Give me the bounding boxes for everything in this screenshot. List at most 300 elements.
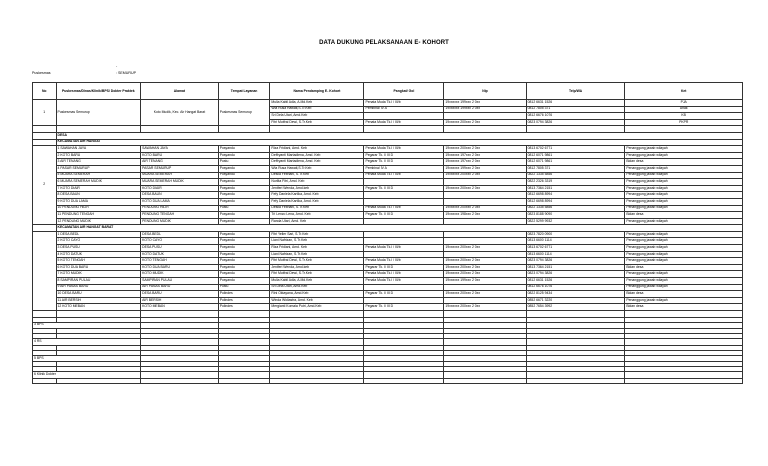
cell-alamat: PASAR SEMURUP — [141, 165, 219, 172]
cell-pangkat: Pegarar Tk. I/ III D — [364, 159, 444, 166]
cell-no — [33, 378, 57, 383]
cell-nip: 19xxxxxx 200xxx 2 0xx — [444, 172, 526, 179]
cell-tempat — [218, 311, 270, 318]
cell-no — [33, 126, 57, 133]
cell-pangkat: Pegarar Tk. I/ III D — [364, 185, 444, 192]
cell-desa: 8 DESA BAUN — [56, 192, 141, 199]
cell-tempat — [218, 355, 270, 362]
cell-tempat — [218, 322, 270, 329]
col-ket: Ket — [625, 83, 743, 100]
cell-alamat: DESA BEDL — [141, 231, 219, 238]
col-pangkat: Pangkat/ Gol — [364, 83, 444, 100]
cell-pangkat — [364, 113, 444, 120]
cell-ket: Penanggung jawab wilayah — [625, 152, 743, 159]
table-row — [33, 264, 743, 271]
cell-desa: 5 MUARA SEMERAH — [56, 172, 141, 179]
cell-pendamping: Sri Dela Utari, Amd.Keb — [270, 284, 364, 291]
cell-pangkat: Pembina/ IV A — [364, 106, 444, 113]
table-row — [33, 258, 743, 265]
table-row — [33, 165, 743, 172]
cell-desa: 3 DESA PUSU — [56, 245, 141, 252]
col-nip: Nip — [444, 83, 526, 100]
cell-pangkat — [364, 126, 444, 133]
cell-pangkat: Penata Muda Tk.I / III/b — [364, 278, 444, 285]
cell-tempat: Posyandu — [218, 198, 270, 205]
cell-alamat — [141, 339, 219, 346]
cell-alamat: AIR TENANG — [141, 159, 219, 166]
category-label: 3 BPS — [33, 322, 141, 329]
cell-alamat: Koto Mudik, Kec. Air Hangat Barat — [141, 100, 219, 126]
cell-nip: 19xxxxxx 200xxx 2 0xx — [444, 291, 526, 298]
cell-ket: Penanggung jawab wilayah — [625, 245, 743, 252]
cell-pangkat: Pegarar Tk. I/ III D — [364, 152, 444, 159]
cell-no: 2 — [33, 146, 57, 225]
cell-ket — [625, 372, 743, 379]
cell-telp: 0823 0794 3826 — [526, 119, 625, 126]
cell-ket: Penanggung jawab wilayah — [625, 172, 743, 179]
cell-tempat: Posyandu — [218, 238, 270, 245]
cell-alamat: MUARA SEMERAH MUDIK — [141, 179, 219, 186]
cell-ket — [625, 322, 743, 329]
cell-pendamping: Nurlita Fitri, Amd. Keb — [270, 179, 364, 186]
cell-alamat: SAWAHAN JAYA — [141, 146, 219, 153]
cell-nip — [444, 198, 526, 205]
cell-alamat: KOTO CAYO — [141, 238, 219, 245]
cell-tempat: Posyandu — [218, 146, 270, 153]
table-row — [33, 297, 743, 304]
cell-pendamping: Deffryanti Martadiena, Amd. Keb — [270, 159, 364, 166]
cell-alamat: KOTO MUDIK — [141, 271, 219, 278]
cell-pangkat — [364, 297, 444, 304]
cell-pangkat: Penata Muda Tk.I / III/b — [364, 172, 444, 179]
cell-desa: 6 MUARA SEMERAH MUDIK — [56, 179, 141, 186]
cell-alamat: MUARA SEMERAH — [141, 172, 219, 179]
cell-nip — [444, 126, 526, 133]
cell-nip — [444, 179, 526, 186]
cell-pangkat — [364, 218, 444, 225]
cell-pangkat — [364, 238, 444, 245]
cell-tempat: Posyandu — [218, 245, 270, 252]
cell-pendamping — [270, 355, 364, 362]
cell-telp: 0852 6671 3220 — [526, 297, 625, 304]
cell-telp: 0822 1335 5856 — [526, 172, 625, 179]
table-row — [33, 172, 743, 179]
cell-no — [33, 139, 57, 146]
cell-telp: 0822 5299 9932 — [526, 218, 625, 225]
cell-ket: Penanggung jawab wilayah — [625, 297, 743, 304]
section-kecamatan-label: KECAMATAN AIR HANGAT BARAT — [56, 225, 743, 232]
cell-desa: 2 KOTO BARU — [56, 152, 141, 159]
cell-tempat: Posyandu — [218, 172, 270, 179]
cell-puskesmas — [56, 311, 141, 318]
cell-nip — [444, 355, 526, 362]
cell-telp: 0823 0794 3826 — [526, 271, 625, 278]
cell-pendamping: Wia Rusa Hawati,S.Tr.Keb — [270, 165, 364, 172]
cell-tempat: Posyandu — [218, 264, 270, 271]
cell-pangkat — [364, 355, 444, 362]
cell-desa: 9 KOTO DUA LAMA — [56, 198, 141, 205]
cell-telp — [526, 378, 625, 383]
cell-pendamping: Rini Oktayana, Amd.Keb — [270, 291, 364, 298]
cell-pangkat: Penata Muda Tk.I / III/b — [364, 258, 444, 265]
table-row — [33, 185, 743, 192]
cell-pendamping: Jeniferi Wenda, Amd.keb — [270, 185, 364, 192]
cell-ket — [625, 378, 743, 383]
cell-desa: 4 PASAR SEMURUP — [56, 165, 141, 172]
cell-nip — [444, 218, 526, 225]
cell-alamat: KOTO MEBAN — [141, 304, 219, 311]
cell-telp: 0813 6702 6771 — [526, 245, 625, 252]
cell-pendamping: Jeniferi Wenda, Amd.keb — [270, 264, 364, 271]
cell-pangkat — [364, 339, 444, 346]
col-alamat: Alamat — [141, 83, 219, 100]
cell-alamat: KOTO DUA BARU — [141, 264, 219, 271]
cell-alamat: DESA PUSU — [141, 245, 219, 252]
category-row — [33, 339, 743, 346]
table-row — [33, 251, 743, 258]
cell-pangkat: Penata Muda Tk.I / III/b — [364, 146, 444, 153]
cell-ket: Bidan desa — [625, 264, 743, 271]
cell-nip: 19xxxxxx 200xxx 2 0xx — [444, 119, 526, 126]
cell-ket: Penanggung jawab wilayah — [625, 251, 743, 258]
cell-desa: 12 KOTO MEBAN — [56, 304, 141, 311]
cell-telp: 0822 1335 5856 — [526, 205, 625, 212]
cell-ket: Penanggung jawab wilayah — [625, 192, 743, 199]
cell-tempat: Puskesmas Semurup — [218, 100, 270, 126]
cell-desa: 2 KOTO CAYO — [56, 238, 141, 245]
cell-tempat: Posyandu — [218, 278, 270, 285]
cell-pendamping — [270, 126, 364, 133]
cell-pendamping — [270, 378, 364, 383]
cell-nip — [444, 231, 526, 238]
cell-alamat — [141, 378, 219, 383]
category-label: 6 Klinik Dokter — [33, 372, 141, 379]
cell-pendamping: Sri Dela Utari, Amd.Keb — [270, 113, 364, 120]
cell-pangkat — [364, 372, 444, 379]
cell-pendamping: Mergianti Komala Putri, Amd.Keb — [270, 304, 364, 311]
cell-desa: 8 SAMPIRAN PULAU — [56, 278, 141, 285]
cell-tempat: Polindes — [218, 297, 270, 304]
blank-row — [33, 378, 743, 383]
cell-ket: Penanggung jawab wilayah — [625, 278, 743, 285]
cell-desa: 1 SAWAHAN JAYA — [56, 146, 141, 153]
table-row — [33, 179, 743, 186]
cell-ket: Bidan desa — [625, 304, 743, 311]
cell-telp: 0813 6600 1114 — [526, 251, 625, 258]
cell-telp — [526, 126, 625, 133]
cell-alamat — [141, 355, 219, 362]
cell-nip: 19xxxxxx 200xxx 2 0xx — [444, 146, 526, 153]
cell-tempat: Posyandu — [218, 231, 270, 238]
col-puskesmas: Puskesmas/Dinas/Klinik/BPS/ Dokter Praktek — [56, 83, 141, 100]
cell-telp: 0813 7364 2151 — [526, 185, 625, 192]
cell-alamat: AIR BERSIH — [141, 297, 219, 304]
cell-pangkat: Penata Muda Tk.I / III/b — [364, 119, 444, 126]
cell-telp: 0812 7805 371 — [526, 165, 625, 172]
cell-ket: Penanggung jawab wilayah — [625, 179, 743, 186]
cell-tempat: Pustu — [218, 284, 270, 291]
cell-nip — [444, 297, 526, 304]
cell-alamat: KOTO BARU — [141, 152, 219, 159]
cell-no — [33, 311, 57, 318]
cell-telp: 0812 6631 1526 — [526, 100, 625, 107]
cell-nip: 19xxxxxx 200xxx 2 0xx — [444, 258, 526, 265]
cell-nip: 19xxxxxx 199xxx 2 0xx — [444, 100, 526, 107]
table-row — [33, 291, 743, 298]
cell-pangkat: Pegarar Tk. I/ III D — [364, 212, 444, 219]
cell-tempat: Posyandu — [218, 179, 270, 186]
header-row — [33, 83, 743, 100]
cell-ket: Penanggung jawab wilayah — [625, 218, 743, 225]
cell-nip: 19xxxxxx 200xxx 2 0xx — [444, 245, 526, 252]
cell-nip: 19xxxxxx 199xxx 2 0xx — [444, 165, 526, 172]
cell-telp — [526, 311, 625, 318]
cell-desa: 12 PENDUNG MUDIK — [56, 218, 141, 225]
table-row — [33, 284, 743, 291]
cell-nip — [444, 192, 526, 199]
cell-pendamping: Desila Febriani, S.Tr.Keb — [270, 205, 364, 212]
cell-tempat: Posyandu — [218, 218, 270, 225]
cell-alamat: KOTO DIAIR — [141, 185, 219, 192]
cell-telp: 0823 0794 3826 — [526, 258, 625, 265]
blank-row — [33, 311, 743, 318]
cell-nip — [444, 322, 526, 329]
cell-nip — [444, 251, 526, 258]
cell-pangkat — [364, 284, 444, 291]
cell-tempat: Posyandu — [218, 212, 270, 219]
cell-desa: 11 PENDUNG TENGAH — [56, 212, 141, 219]
cell-alamat: SAMPIRAN PULAU — [141, 278, 219, 285]
table-row — [33, 245, 743, 252]
cell-tempat — [218, 372, 270, 379]
puskesmas-label: Puskesmas — [32, 71, 51, 75]
cell-ket: Penanggung jawab wilayah — [625, 284, 743, 291]
cell-tempat: Posyandu — [218, 185, 270, 192]
cell-alamat — [141, 311, 219, 318]
cell-puskesmas — [56, 378, 141, 383]
section-kecamatan — [33, 139, 743, 146]
cell-nip: 19xxxxxx 197xxx 2 0xx — [444, 159, 526, 166]
cell-telp — [526, 355, 625, 362]
cell-pangkat: Pembina/ IV A — [364, 165, 444, 172]
cell-pangkat — [364, 179, 444, 186]
cell-puskesmas: Puskesmas Semurup — [56, 100, 141, 126]
cell-telp: 0812 6071 9861 — [526, 152, 625, 159]
cell-pendamping — [270, 322, 364, 329]
cell-tempat: Polindes — [218, 291, 270, 298]
cell-pangkat — [364, 311, 444, 318]
cell-telp: 0812 6676 1076 — [526, 284, 625, 291]
table-row — [33, 271, 743, 278]
col-tempat: Tempat Layanan — [218, 83, 270, 100]
cell-desa: 5 KOTO TENGAH — [56, 258, 141, 265]
cell-alamat: PENDUNG HILIR — [141, 205, 219, 212]
table-row — [33, 192, 743, 199]
cell-pangkat — [364, 322, 444, 329]
cell-alamat: DESA BARU — [141, 291, 219, 298]
col-telp: Telp/WA — [526, 83, 625, 100]
cell-pangkat: Penata Muda Tk.I / III/b — [364, 205, 444, 212]
cell-desa: 11 AIR BERSIH — [56, 297, 141, 304]
category-row — [33, 322, 743, 329]
table-row — [33, 238, 743, 245]
cell-tempat — [218, 339, 270, 346]
cell-tempat — [218, 378, 270, 383]
cell-alamat: KOTO DUA LAMA — [141, 198, 219, 205]
cell-ket — [625, 311, 743, 318]
blank-row — [33, 126, 743, 133]
cell-telp — [526, 339, 625, 346]
cell-no — [33, 231, 57, 310]
cell-pendamping: Fitri Mutfrai Dewi, S.Tr.Keb — [270, 119, 364, 126]
cell-pangkat — [364, 251, 444, 258]
cell-pangkat — [364, 378, 444, 383]
table-row — [33, 159, 743, 166]
cell-pendamping: Fefy Daniela Kartika, Amd. Keb — [270, 198, 364, 205]
meta-dot: - — [116, 64, 118, 68]
cell-ket: Bidan desa — [625, 291, 743, 298]
cell-pendamping: Fitri Mutfrai Dewi, S.Tr.Keb — [270, 258, 364, 265]
cell-ket: Penanggung jawab wilayah — [625, 146, 743, 153]
cell-ket — [625, 339, 743, 346]
category-row — [33, 372, 743, 379]
cell-tempat: Posyandu — [218, 271, 270, 278]
cell-pangkat: Penata Muda Tk.I / III/b — [364, 100, 444, 107]
cell-pangkat: Pegarar Tk. I/ III D — [364, 264, 444, 271]
cell-desa: 4 KOTO DATUK — [56, 251, 141, 258]
cell-nip — [444, 339, 526, 346]
cell-pendamping: Fitri Mutfrai Dewi, S.Tr.Keb — [270, 271, 364, 278]
cell-nip: 19xxxxxx 200xxx 2 0xx — [444, 264, 526, 271]
cell-nip — [444, 378, 526, 383]
kohort-table — [32, 82, 743, 384]
section-kecamatan — [33, 225, 743, 232]
cell-alamat: KOTO DATUK — [141, 251, 219, 258]
puskesmas-value: : SEMURUP — [116, 71, 136, 75]
cell-nip: 19xxxxxx 200xxx 2 0xx — [444, 205, 526, 212]
cell-ket: Penanggung jawab wilayah — [625, 205, 743, 212]
cell-tempat — [218, 126, 270, 133]
cell-tempat: Pustu — [218, 159, 270, 166]
col-no: No — [33, 83, 57, 100]
cell-pendamping: Tri Lenzo Lena, Amd. Keb — [270, 212, 364, 219]
cell-no: 1 — [33, 100, 57, 126]
cell-nip — [444, 284, 526, 291]
cell-nip: 19xxxxxx 199xxx 2 0xx — [444, 278, 526, 285]
cell-ket: Penanggung jawab wilayah — [625, 271, 743, 278]
cell-no — [33, 132, 57, 139]
cell-telp: 0822 2326 3319 — [526, 179, 625, 186]
cell-alamat — [141, 322, 219, 329]
table-row — [33, 212, 743, 219]
cell-ket: Penanggung jawab wilayah — [625, 231, 743, 238]
cell-tempat: Posyandu — [218, 258, 270, 265]
cell-desa: 10 DESA BARU — [56, 291, 141, 298]
cell-pendamping: Liani Nafrizan, S.Tr.Keb — [270, 238, 364, 245]
cell-pendamping: Riza Fridiani, Amd. Keb — [270, 245, 364, 252]
cell-ket: KB — [625, 113, 743, 120]
cell-telp: 0812 7805 371 — [526, 106, 625, 113]
cell-pendamping: Deffryanti Martadiena, Amd. Keb — [270, 152, 364, 159]
cell-pangkat: Penata Muda Tk.I / III/b — [364, 245, 444, 252]
cell-pendamping: Mulia Kabil Adla, A.Md.Keb — [270, 278, 364, 285]
cell-pendamping: Winda Widiastra, Amd. Keb — [270, 297, 364, 304]
cell-telp: 0823 8188 9090 — [526, 212, 625, 219]
cell-tempat: Posyandu — [218, 251, 270, 258]
cell-tempat: Posyandu — [218, 165, 270, 172]
category-label: 4 RS — [33, 339, 141, 346]
cell-nip: 19xxxxxx 200xxx 2 0xx — [444, 185, 526, 192]
cell-desa: 10 PENDUNG HILIR — [56, 205, 141, 212]
section-kecamatan-label: KECAMATAN AIR HANGAT — [56, 139, 743, 146]
cell-nip: 19xxxxxx 200xxx 2 0xx — [444, 271, 526, 278]
cell-telp: 0812 6698 8994 — [526, 198, 625, 205]
cell-pendamping: Fitri Yeller Sari, S.Tr.Keb — [270, 231, 364, 238]
category-row — [33, 355, 743, 362]
cell-telp: 0813 7364 2151 — [526, 264, 625, 271]
cell-telp: 0812 6698 8994 — [526, 192, 625, 199]
cell-telp: 0812 6631 1526 — [526, 278, 625, 285]
table-row — [33, 100, 743, 107]
cell-nip: 19xxxxxx 199xxx 2 0xx — [444, 106, 526, 113]
cell-ket: PJA — [625, 100, 743, 107]
cell-telp: 0813 6600 1114 — [526, 238, 625, 245]
cell-tempat: Pustu — [218, 205, 270, 212]
cell-pangkat — [364, 198, 444, 205]
cell-desa: 7 KOTO DIAIR — [56, 185, 141, 192]
cell-alamat: PENDUNG MUDIK — [141, 218, 219, 225]
cell-ket: Anak — [625, 106, 743, 113]
cell-desa: 7 KOTO MUDIK — [56, 271, 141, 278]
cell-pendamping — [270, 311, 364, 318]
cell-pangkat: Penata Muda Tk.I / III/b — [364, 271, 444, 278]
cell-desa: 6 KOTO DUA BARU — [56, 264, 141, 271]
cell-nip — [444, 113, 526, 120]
cell-pangkat — [364, 192, 444, 199]
cell-alamat: AIR PANAS BARU — [141, 284, 219, 291]
cell-desa: 3 AIR TENANG — [56, 159, 141, 166]
table-row — [33, 231, 743, 238]
section-desa-label: DESA — [56, 132, 743, 139]
cell-pendamping: Liani Nafrizan, S.Tr.Keb — [270, 251, 364, 258]
cell-nip — [444, 372, 526, 379]
cell-telp — [526, 372, 625, 379]
table-row — [33, 146, 743, 153]
col-pendamping: Nama Pendamping E- Kohort — [270, 83, 364, 100]
cell-telp — [526, 322, 625, 329]
table-row — [33, 278, 743, 285]
cell-nip: 19xxxxxx 197xxx 2 0xx — [444, 152, 526, 159]
cell-desa: 9 AIR PANAS BARU — [56, 284, 141, 291]
cell-telp: 0812 6676 1076 — [526, 113, 625, 120]
cell-pendamping: Wia Rusa Hawati,S.Tr.Keb — [270, 106, 364, 113]
cell-alamat: DESA BAUN — [141, 192, 219, 199]
cell-ket: Penanggung jawab wilayah — [625, 198, 743, 205]
cell-alamat — [141, 126, 219, 133]
table-row — [33, 205, 743, 212]
cell-pendamping — [270, 372, 364, 379]
cell-pangkat: Pegarar Tk. I/ III D — [364, 304, 444, 311]
cell-nip — [444, 238, 526, 245]
cell-desa: 1 DESA BEDL — [56, 231, 141, 238]
table-row — [33, 304, 743, 311]
category-label: 5 BPS — [33, 355, 141, 362]
cell-telp: 0822 8125 9434 — [526, 291, 625, 298]
cell-ket: Penanggung jawab wilayah — [625, 185, 743, 192]
cell-tempat: Posyandu — [218, 192, 270, 199]
cell-pendamping: Fefy Daniela Kartika, Amd. Keb — [270, 192, 364, 199]
cell-telp: 0813 6702 6771 — [526, 146, 625, 153]
